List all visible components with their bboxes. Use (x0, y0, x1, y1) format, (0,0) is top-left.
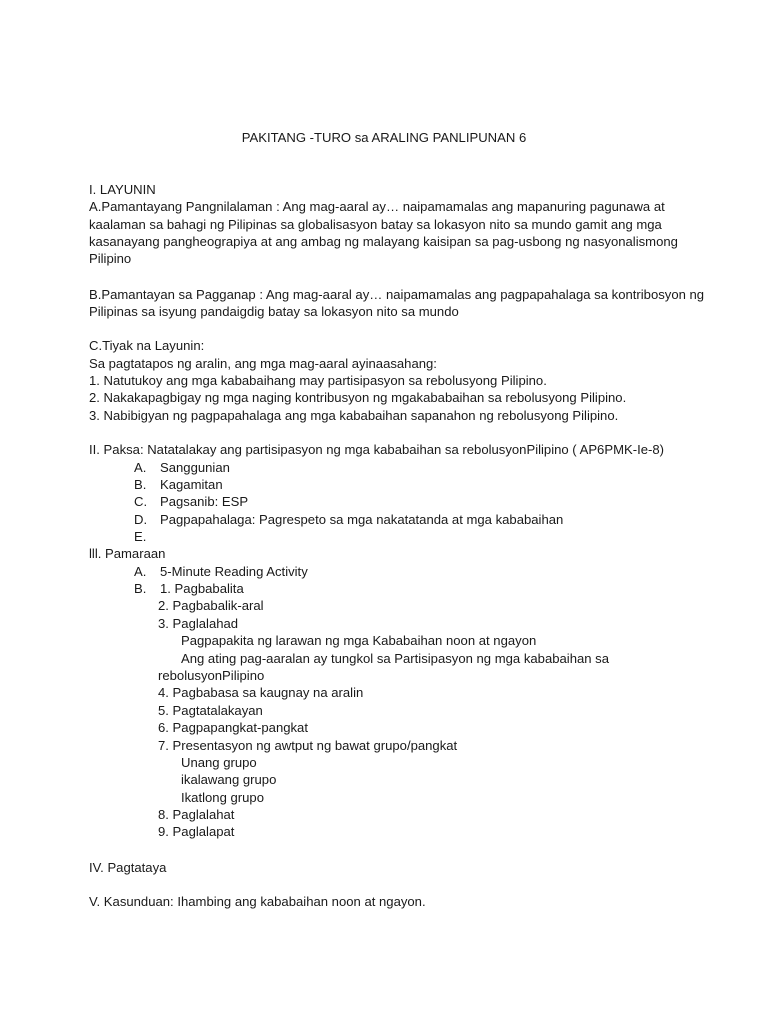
paksa-item-text: Sanggunian (160, 460, 230, 475)
pamaraan-item-text: 1. Pagbabalita (160, 581, 244, 596)
layunin-c-intro: Sa pagtatapos ng aralin, ang mga mag-aaral ayinaasahang: (89, 356, 437, 371)
pamaraan-step: 6. Pagpapangkat-pangkat (158, 720, 308, 735)
paksa-item-text: Pagpapahalaga: Pagrespeto sa mga nakatatanda at mga kababaihan (160, 512, 564, 527)
pamaraan-step: 3. Paglalahad (158, 616, 239, 631)
section-heading-pamaraan: lll. Pamaraan (89, 546, 166, 561)
section-heading-paksa: II. Paksa: Natatalakay ang partisipasyon ng mga kababaihan sa rebolusyonPilipino ( AP6PMK-Ie-8) (89, 442, 664, 457)
pamaraan-item-text: 5-Minute Reading Activity (160, 564, 308, 579)
layunin-a-line-2: kaalaman sa bahagi ng Pilipinas sa globalisasyon batay sa lokasyon nito sa mundo gamit ang mga (89, 217, 662, 232)
paksa-item (134, 511, 563, 528)
paksa-item (134, 528, 160, 545)
list-marker: A. (134, 460, 147, 475)
list-marker: C. (134, 494, 148, 509)
paksa-item-text: Kagamitan (160, 477, 223, 492)
list-marker: B. (134, 581, 147, 596)
pamaraan-item-a (134, 563, 308, 580)
list-marker: A. (134, 564, 147, 579)
pamaraan-substep: Unang grupo (181, 755, 257, 770)
pamaraan-item-b (134, 580, 244, 597)
layunin-b-line-1: B.Pamantayan sa Pagganap : Ang mag-aaral ay… naipamamalas ang pagpapahalaga sa kontribosyon ng (89, 287, 705, 302)
paksa-item-text: Pagsanib: ESP (160, 494, 249, 509)
pamaraan-substep-continuation: rebolusyonPilipino (158, 668, 265, 683)
layunin-a-line-3: kasanayang pangheograpiya at ang ambag ng malayang kaisipan sa pag-usbong ng nasyonalismong (89, 234, 678, 249)
layunin-b-line-2: Pilipinas sa isyung pandaigdig batay sa lokasyon nito sa mundo (89, 304, 459, 319)
pamaraan-step: 2. Pagbabalik-aral (158, 598, 264, 613)
list-marker: B. (134, 477, 147, 492)
pamaraan-step: 8. Paglalahat (158, 807, 235, 822)
layunin-a-line-1: A.Pamantayang Pangnilalaman : Ang mag-aaral ay… naipamamalas ang mapanuring pagunawa at (89, 199, 665, 214)
layunin-c-item-2: 2. Nakakapagbigay ng mga naging kontribusyon ng mgakababaihan sa rebolusyong Pilipino. (89, 390, 627, 405)
layunin-c-item-3: 3. Nabibigyan ng pagpapahalaga ang mga kababaihan sapanahon ng rebolusyong Pilipino. (89, 408, 619, 423)
pamaraan-substep: Ang ating pag-aaralan ay tungkol sa Partisipasyon ng mga kababaihan sa (181, 651, 610, 666)
pamaraan-step: 5. Pagtatalakayan (158, 703, 263, 718)
layunin-c-item-1: 1. Natutukoy ang mga kababaihang may partisipasyon sa rebolusyong Pilipino. (89, 373, 547, 388)
layunin-a-line-4: Pilipino (89, 251, 132, 266)
pamaraan-step: 7. Presentasyon ng awtput ng bawat grupo/pangkat (158, 738, 458, 753)
paksa-item (134, 476, 223, 493)
document-title: PAKITANG -TURO sa ARALING PANLIPUNAN 6 (241, 130, 527, 145)
pamaraan-step: 9. Paglalapat (158, 824, 235, 839)
pamaraan-substep: Ikatlong grupo (181, 790, 264, 805)
paksa-item (134, 493, 248, 510)
list-marker: E. (134, 529, 147, 544)
pamaraan-step: 4. Pagbabasa sa kaugnay na aralin (158, 685, 364, 700)
section-heading-kasunduan: V. Kasunduan: Ihambing ang kababaihan noon at ngayon. (89, 894, 426, 909)
list-marker: D. (134, 512, 148, 527)
layunin-c-heading: C.Tiyak na Layunin: (89, 338, 205, 353)
section-heading-pagtataya: IV. Pagtataya (89, 860, 167, 875)
pamaraan-substep: Pagpapakita ng larawan ng mga Kababaihan noon at ngayon (181, 633, 537, 648)
section-heading-layunin: I. LAYUNIN (89, 182, 156, 197)
pamaraan-substep: ikalawang grupo (181, 772, 277, 787)
paksa-item (134, 459, 230, 476)
